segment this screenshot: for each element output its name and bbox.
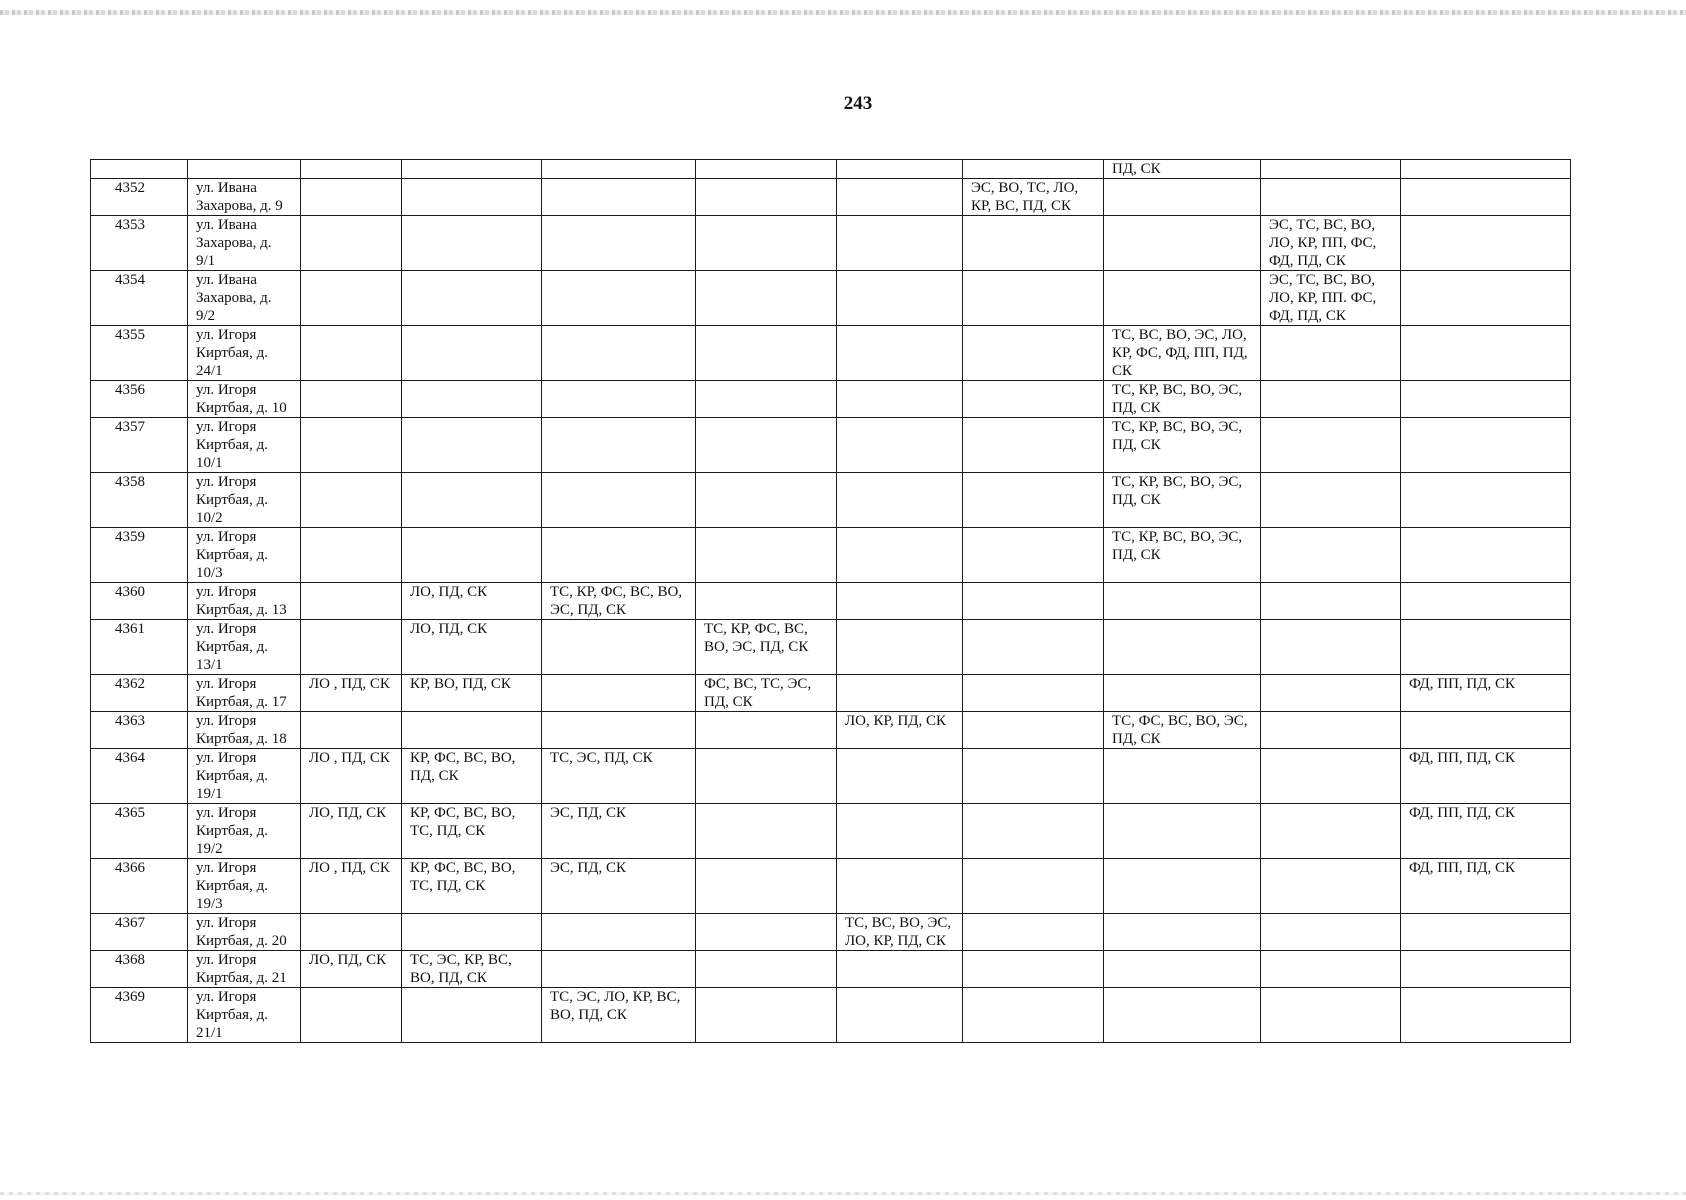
work-codes-cell <box>1401 160 1571 179</box>
work-codes-cell <box>963 271 1104 326</box>
address-cell: ул. Игоря Киртбая, д. 18 <box>188 712 301 749</box>
table-row <box>91 271 1571 326</box>
work-codes-cell: ФД, ПП, ПД, СК <box>1401 675 1571 712</box>
work-codes-cell <box>837 473 963 528</box>
work-codes-cell <box>963 951 1104 988</box>
work-codes-cell <box>301 620 402 675</box>
work-codes-cell <box>1401 620 1571 675</box>
work-codes-cell <box>696 326 837 381</box>
work-codes-cell: ТС, КР, ВС, ВО, ЭС, ПД, СК <box>1104 473 1261 528</box>
work-codes-cell <box>542 951 696 988</box>
row-number-cell: 4363 <box>91 712 188 749</box>
work-codes-cell <box>542 712 696 749</box>
work-codes-cell: КР, ВО, ПД, СК <box>402 675 542 712</box>
work-codes-cell <box>301 583 402 620</box>
work-codes-cell: ЭС, ТС, ВС, ВО, ЛО, КР, ПП. ФС, ФД, ПД, СК <box>1261 271 1401 326</box>
work-codes-cell: КР, ФС, ВС, ВО, ТС, ПД, СК <box>402 859 542 914</box>
work-codes-cell <box>1401 988 1571 1043</box>
work-codes-cell <box>1401 271 1571 326</box>
works-schedule-table <box>90 159 1571 1043</box>
work-codes-cell <box>837 160 963 179</box>
work-codes-cell <box>837 583 963 620</box>
work-codes-cell <box>696 271 837 326</box>
work-codes-cell: ЛО , ПД, СК <box>301 749 402 804</box>
address-cell: ул. Игоря Киртбая, д. 19/3 <box>188 859 301 914</box>
work-codes-cell <box>1261 473 1401 528</box>
work-codes-cell <box>696 418 837 473</box>
work-codes-cell <box>1261 620 1401 675</box>
work-codes-cell <box>1261 160 1401 179</box>
work-codes-cell <box>696 749 837 804</box>
work-codes-cell <box>1104 620 1261 675</box>
work-codes-cell <box>1104 951 1261 988</box>
work-codes-cell <box>1261 583 1401 620</box>
table-row <box>91 160 1571 179</box>
work-codes-cell <box>542 675 696 712</box>
work-codes-cell: ТС, ВС, ВО, ЭС, ЛО, КР, ПД, СК <box>837 914 963 951</box>
work-codes-cell <box>301 179 402 216</box>
row-number-cell: 4360 <box>91 583 188 620</box>
work-codes-cell <box>1401 914 1571 951</box>
work-codes-cell <box>963 914 1104 951</box>
work-codes-cell: ТС, КР, ФС, ВС, ВО, ЭС, ПД, СК <box>696 620 837 675</box>
work-codes-cell <box>542 528 696 583</box>
table-row <box>91 528 1571 583</box>
work-codes-cell <box>837 271 963 326</box>
row-number-cell: 4358 <box>91 473 188 528</box>
table-row <box>91 583 1571 620</box>
work-codes-cell: ПД, СК <box>1104 160 1261 179</box>
address-cell: ул. Игоря Киртбая, д. 10 <box>188 381 301 418</box>
work-codes-cell <box>696 381 837 418</box>
address-cell: ул. Игоря Киртбая, д. 17 <box>188 675 301 712</box>
table-row <box>91 216 1571 271</box>
work-codes-cell <box>837 749 963 804</box>
table-row <box>91 988 1571 1043</box>
row-number-cell <box>91 160 188 179</box>
row-number-cell: 4364 <box>91 749 188 804</box>
address-cell: ул. Ивана Захарова, д. 9/1 <box>188 216 301 271</box>
address-cell: ул. Игоря Киртбая, д. 13 <box>188 583 301 620</box>
work-codes-cell <box>1261 528 1401 583</box>
work-codes-cell <box>696 951 837 988</box>
work-codes-cell <box>837 859 963 914</box>
work-codes-cell: ФС, ВС, ТС, ЭС, ПД, СК <box>696 675 837 712</box>
work-codes-cell <box>301 988 402 1043</box>
table-row <box>91 914 1571 951</box>
work-codes-cell <box>1261 988 1401 1043</box>
work-codes-cell <box>402 160 542 179</box>
work-codes-cell <box>1401 951 1571 988</box>
work-codes-cell <box>301 418 402 473</box>
work-codes-cell: КР, ФС, ВС, ВО, ПД, СК <box>402 749 542 804</box>
work-codes-cell <box>837 216 963 271</box>
work-codes-cell <box>1261 951 1401 988</box>
table-row <box>91 473 1571 528</box>
work-codes-cell: ЛО , ПД, СК <box>301 859 402 914</box>
work-codes-cell <box>542 418 696 473</box>
work-codes-cell <box>1261 804 1401 859</box>
address-cell: ул. Игоря Киртбая, д. 10/2 <box>188 473 301 528</box>
work-codes-cell <box>696 528 837 583</box>
work-codes-cell <box>402 528 542 583</box>
work-codes-cell <box>301 216 402 271</box>
work-codes-cell <box>837 528 963 583</box>
work-codes-cell <box>1104 988 1261 1043</box>
work-codes-cell <box>1104 271 1261 326</box>
work-codes-cell <box>1261 381 1401 418</box>
work-codes-cell: ФД, ПП, ПД, СК <box>1401 749 1571 804</box>
work-codes-cell <box>1261 326 1401 381</box>
table-row <box>91 951 1571 988</box>
work-codes-cell: ТС, КР, ФС, ВС, ВО, ЭС, ПД, СК <box>542 583 696 620</box>
work-codes-cell <box>1104 804 1261 859</box>
table-row <box>91 749 1571 804</box>
work-codes-cell <box>301 473 402 528</box>
work-codes-cell <box>837 988 963 1043</box>
work-codes-cell: ЛО, ПД, СК <box>402 620 542 675</box>
work-codes-cell <box>963 216 1104 271</box>
row-number-cell: 4357 <box>91 418 188 473</box>
work-codes-cell <box>963 988 1104 1043</box>
row-number-cell: 4353 <box>91 216 188 271</box>
table-row <box>91 712 1571 749</box>
work-codes-cell <box>402 381 542 418</box>
work-codes-cell: ЛО , ПД, СК <box>301 675 402 712</box>
work-codes-cell: ЛО, ПД, СК <box>301 951 402 988</box>
row-number-cell: 4355 <box>91 326 188 381</box>
work-codes-cell <box>1401 381 1571 418</box>
work-codes-cell <box>837 620 963 675</box>
work-codes-cell <box>1401 583 1571 620</box>
work-codes-cell <box>696 859 837 914</box>
work-codes-cell <box>1401 418 1571 473</box>
table-row <box>91 804 1571 859</box>
work-codes-cell <box>696 712 837 749</box>
work-codes-cell <box>837 179 963 216</box>
work-codes-cell: ТС, КР, ВС, ВО, ЭС, ПД, СК <box>1104 418 1261 473</box>
work-codes-cell <box>1104 914 1261 951</box>
work-codes-cell <box>542 473 696 528</box>
work-codes-cell <box>1261 914 1401 951</box>
work-codes-cell <box>1261 179 1401 216</box>
work-codes-cell <box>542 271 696 326</box>
row-number-cell: 4354 <box>91 271 188 326</box>
table-row <box>91 859 1571 914</box>
work-codes-cell <box>837 951 963 988</box>
address-cell: ул. Игоря Киртбая, д. 13/1 <box>188 620 301 675</box>
work-codes-cell <box>696 804 837 859</box>
work-codes-cell <box>963 528 1104 583</box>
address-cell: ул. Игоря Киртбая, д. 24/1 <box>188 326 301 381</box>
work-codes-cell <box>963 326 1104 381</box>
work-codes-cell <box>1104 179 1261 216</box>
row-number-cell: 4369 <box>91 988 188 1043</box>
work-codes-cell <box>963 859 1104 914</box>
work-codes-cell: ФД, ПП, ПД, СК <box>1401 804 1571 859</box>
work-codes-cell <box>837 326 963 381</box>
work-codes-cell <box>837 804 963 859</box>
address-cell: ул. Ивана Захарова, д. 9 <box>188 179 301 216</box>
work-codes-cell <box>1104 859 1261 914</box>
work-codes-cell <box>542 381 696 418</box>
work-codes-cell <box>402 216 542 271</box>
work-codes-cell: ТС, КР, ВС, ВО, ЭС, ПД, СК <box>1104 381 1261 418</box>
work-codes-cell <box>542 326 696 381</box>
work-codes-cell: ЛО, ПД, СК <box>301 804 402 859</box>
address-cell: ул. Игоря Киртбая, д. 19/2 <box>188 804 301 859</box>
work-codes-cell <box>301 712 402 749</box>
address-cell: ул. Игоря Киртбая, д. 10/1 <box>188 418 301 473</box>
address-cell: ул. Игоря Киртбая, д. 20 <box>188 914 301 951</box>
table-row <box>91 675 1571 712</box>
work-codes-cell <box>301 160 402 179</box>
work-codes-cell <box>696 583 837 620</box>
work-codes-cell <box>696 216 837 271</box>
work-codes-cell <box>963 583 1104 620</box>
work-codes-cell: ЛО, ПД, СК <box>402 583 542 620</box>
work-codes-cell <box>542 160 696 179</box>
work-codes-cell: КР, ФС, ВС, ВО, ТС, ПД, СК <box>402 804 542 859</box>
work-codes-cell <box>301 914 402 951</box>
work-codes-cell <box>696 914 837 951</box>
work-codes-cell <box>542 216 696 271</box>
work-codes-cell <box>963 675 1104 712</box>
table-row <box>91 326 1571 381</box>
work-codes-cell <box>402 914 542 951</box>
work-codes-cell: ТС, ЭС, ПД, СК <box>542 749 696 804</box>
work-codes-cell <box>542 914 696 951</box>
work-codes-cell <box>963 749 1104 804</box>
work-codes-cell <box>402 179 542 216</box>
work-codes-cell <box>1401 179 1571 216</box>
work-codes-cell <box>1104 216 1261 271</box>
table-row <box>91 418 1571 473</box>
work-codes-cell <box>1261 859 1401 914</box>
work-codes-cell: ТС, ФС, ВС, ВО, ЭС, ПД, СК <box>1104 712 1261 749</box>
work-codes-cell <box>402 473 542 528</box>
table-row <box>91 179 1571 216</box>
work-codes-cell <box>402 712 542 749</box>
work-codes-cell <box>542 620 696 675</box>
work-codes-cell <box>696 473 837 528</box>
work-codes-cell <box>837 418 963 473</box>
work-codes-cell <box>963 620 1104 675</box>
work-codes-cell: ЭС, ВО, ТС, ЛО, КР, ВС, ПД, СК <box>963 179 1104 216</box>
work-codes-cell <box>1401 712 1571 749</box>
work-codes-cell <box>837 675 963 712</box>
row-number-cell: 4367 <box>91 914 188 951</box>
work-codes-cell <box>963 804 1104 859</box>
work-codes-cell <box>402 271 542 326</box>
work-codes-cell <box>301 271 402 326</box>
work-codes-cell <box>963 418 1104 473</box>
work-codes-cell <box>1261 675 1401 712</box>
address-cell: ул. Игоря Киртбая, д. 21/1 <box>188 988 301 1043</box>
work-codes-cell: ЛО, КР, ПД, СК <box>837 712 963 749</box>
work-codes-cell <box>1401 528 1571 583</box>
work-codes-cell <box>963 712 1104 749</box>
scan-edge-bottom <box>0 1192 1686 1195</box>
row-number-cell: 4368 <box>91 951 188 988</box>
work-codes-cell: ТС, ВС, ВО, ЭС, ЛО, КР, ФС, ФД, ПП, ПД, СК <box>1104 326 1261 381</box>
work-codes-cell: ТС, ЭС, ЛО, КР, ВС, ВО, ПД, СК <box>542 988 696 1043</box>
scan-edge-top <box>0 10 1686 15</box>
work-codes-cell: ЭС, ПД, СК <box>542 859 696 914</box>
address-cell: ул. Игоря Киртбая, д. 19/1 <box>188 749 301 804</box>
work-codes-cell <box>1401 216 1571 271</box>
work-codes-cell <box>963 381 1104 418</box>
work-codes-cell <box>402 326 542 381</box>
work-codes-cell <box>402 418 542 473</box>
work-codes-cell <box>1401 326 1571 381</box>
row-number-cell: 4366 <box>91 859 188 914</box>
work-codes-cell <box>301 528 402 583</box>
work-codes-cell <box>542 179 696 216</box>
page-number: 243 <box>843 93 873 114</box>
row-number-cell: 4356 <box>91 381 188 418</box>
work-codes-cell <box>963 160 1104 179</box>
row-number-cell: 4352 <box>91 179 188 216</box>
work-codes-cell: ТС, ЭС, КР, ВС, ВО, ПД, СК <box>402 951 542 988</box>
address-cell: ул. Игоря Киртбая, д. 10/3 <box>188 528 301 583</box>
address-cell: ул. Ивана Захарова, д. 9/2 <box>188 271 301 326</box>
work-codes-cell: ЭС, ПД, СК <box>542 804 696 859</box>
work-codes-cell <box>1401 473 1571 528</box>
work-codes-cell <box>1104 583 1261 620</box>
work-codes-cell <box>1261 712 1401 749</box>
work-codes-cell <box>1261 749 1401 804</box>
work-codes-cell <box>301 326 402 381</box>
work-codes-cell <box>696 988 837 1043</box>
work-codes-cell <box>402 988 542 1043</box>
work-codes-cell: ФД, ПП, ПД, СК <box>1401 859 1571 914</box>
row-number-cell: 4359 <box>91 528 188 583</box>
address-cell: ул. Игоря Киртбая, д. 21 <box>188 951 301 988</box>
work-codes-cell <box>1104 675 1261 712</box>
work-codes-cell <box>837 381 963 418</box>
work-codes-cell: ТС, КР, ВС, ВО, ЭС, ПД, СК <box>1104 528 1261 583</box>
address-cell <box>188 160 301 179</box>
work-codes-cell <box>1261 418 1401 473</box>
work-codes-cell <box>1104 749 1261 804</box>
table-row <box>91 620 1571 675</box>
work-codes-cell <box>963 473 1104 528</box>
row-number-cell: 4365 <box>91 804 188 859</box>
work-codes-cell: ЭС, ТС, ВС, ВО, ЛО, КР, ПП, ФС, ФД, ПД, СК <box>1261 216 1401 271</box>
table-row <box>91 381 1571 418</box>
row-number-cell: 4362 <box>91 675 188 712</box>
work-codes-cell <box>696 160 837 179</box>
work-codes-cell <box>301 381 402 418</box>
work-codes-cell <box>696 179 837 216</box>
table-body <box>91 160 1571 1043</box>
row-number-cell: 4361 <box>91 620 188 675</box>
